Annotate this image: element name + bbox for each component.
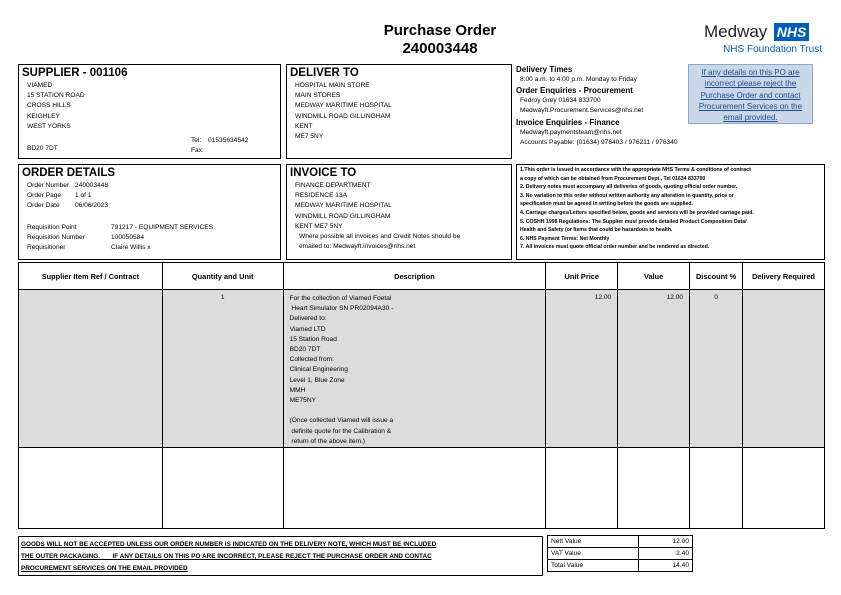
address-line: VIAMED — [27, 82, 53, 89]
deliver-to-address — [295, 81, 392, 142]
terms-line: 6. NHS Payment Terms: Net Monthly — [520, 235, 610, 242]
detail-label: Order Date — [27, 202, 60, 210]
total-value: 14.40 — [638, 560, 692, 572]
total-label: VAT Value — [548, 548, 639, 560]
total-value: 12.00 — [638, 536, 692, 548]
supplier-tel-label: Tel: — [191, 137, 202, 144]
address-line: MEDWAY MARITIME HOSPITAL — [295, 202, 392, 210]
address-line: MAIN STORES — [295, 92, 341, 100]
address-line: CROSS HILLS — [27, 102, 71, 110]
cell-value: 12.00 — [618, 290, 690, 448]
notice-text: If any details on this PO are incorrect please reject the Purchase Order and contact Procurement Services on the email provided. — [698, 68, 803, 123]
terms-line: 4. Carriage charges/Letters specified below, goods and services will be provided carriage paid. — [520, 209, 754, 216]
terms-list — [520, 166, 821, 252]
description-line: Level 1, Blue Zone — [289, 376, 345, 384]
page-title: Purchase Order — [383, 22, 497, 39]
detail-value: 1 of 1 — [75, 192, 92, 200]
address-line: HOSPITAL MAIN STORE — [295, 82, 370, 89]
terms-line: Health and Safety (or Items that could be hazardous to health. — [520, 227, 673, 234]
detail-row — [27, 201, 108, 211]
detail-label: Requisitioner — [27, 244, 66, 252]
warning-line: PROCUREMENT SERVICES ON THE EMAIL PROVIDED — [21, 565, 188, 572]
totals-row — [548, 560, 693, 572]
terms-line: 1.This order is issued in accordance with the appropriate NHS Terms & conditions of contract — [520, 167, 751, 173]
cell-discount: 0 — [690, 290, 743, 448]
empty-cell — [743, 448, 825, 529]
description-line: 15 Station Road — [289, 335, 337, 343]
warning-line: GOODS WILL NOT BE ACCEPTED UNLESS OUR ORDER NUMBER IS INDICATED ON THE DELIVERY NOTE, WHICH MUST BE INCLUDED — [21, 541, 437, 548]
supplier-address — [27, 81, 85, 132]
detail-value: 06/06/2023 — [75, 202, 109, 210]
terms-line: 7. All invoices must quote official order number and be rendered as directed. — [520, 244, 710, 251]
terms-line: 2. Delivery notes must accompany all deliveries of goods, quoting official order number. — [520, 184, 738, 191]
cell-qty: 1 — [162, 290, 283, 448]
description-line: MMH — [289, 386, 306, 394]
totals-row — [548, 548, 693, 560]
total-label: Nett Value — [548, 536, 639, 548]
description-line: (Once collected Viamed will issue a — [289, 417, 394, 425]
description-line: ME75NY — [289, 397, 316, 405]
cell-description — [283, 290, 546, 448]
description-line: Viamed LTD — [289, 325, 326, 333]
table-header-row — [19, 263, 825, 290]
supplier-postcode: BD20 7DT — [27, 145, 58, 152]
invoice-to-address — [295, 181, 460, 252]
terms-line: 5. COSHH 1998 Regulations: The Supplier must provide detailed Product Composition Data/ — [520, 218, 747, 225]
address-line: FINANCE DEPARTMENT — [295, 182, 371, 189]
terms-line: 3. No variation to this order without written authority any alteration in quantity, price or — [520, 192, 734, 199]
detail-value: 100050584 — [111, 234, 145, 242]
cell-unit-price: 12.00 — [546, 290, 618, 448]
totals-row — [548, 536, 693, 548]
notice-box — [688, 64, 813, 124]
address-line: WINDMILL ROAD GILLINGHAM — [295, 112, 391, 120]
terms-line: a copy of which can be obtained from Procurement Dept., Tel 01634 833700 — [520, 175, 706, 182]
address-line: KEIGHLEY — [27, 112, 60, 120]
description-line: Clinical Engineering — [289, 366, 348, 374]
empty-cell — [690, 448, 743, 529]
empty-cell — [19, 448, 163, 529]
description-line: Heart Simulator SN PR02094A30 - — [289, 305, 394, 313]
detail-label: Requisition Number — [27, 234, 85, 242]
col-header-description: Description — [283, 263, 546, 290]
address-line: MEDWAY MARITIME HOSPITAL — [295, 102, 392, 110]
deliver-to-heading: DELIVER TO — [290, 67, 359, 79]
invoice-enquiries-heading: Invoice Enquiries - Finance — [516, 117, 620, 127]
col-header-ref: Supplier Item Ref / Contract — [19, 263, 163, 290]
invoice-enquiries-email[interactable]: Medwayft.paymentsteam@nhs.net — [520, 128, 622, 136]
description-line: return of the above item.) — [289, 437, 366, 445]
order-enquiries-heading: Order Enquiries - Procurement — [516, 86, 633, 96]
po-number: 240003448 — [402, 40, 478, 57]
table-row-empty — [19, 448, 825, 529]
order-details-heading: ORDER DETAILS — [22, 167, 116, 179]
detail-row — [27, 181, 108, 191]
detail-row — [27, 233, 213, 243]
description-line: For the collection of Viamed Foetal — [289, 295, 392, 302]
delivery-times-text: 8:00 a.m. to 4:00 p.m. Monday to Friday — [520, 76, 637, 83]
address-line: KENT ME7 5NY — [295, 222, 343, 230]
empty-cell — [162, 448, 283, 529]
order-details-rows — [27, 181, 108, 212]
total-label: Total Value — [548, 560, 639, 572]
empty-cell — [283, 448, 546, 529]
empty-cell — [618, 448, 690, 529]
items-table — [18, 262, 825, 529]
brand-subtitle: NHS Foundation Trust — [723, 44, 822, 55]
description-line: Collected from: — [289, 356, 334, 364]
address-line: KENT — [295, 122, 313, 130]
col-header-value: Value — [618, 263, 690, 290]
col-header-unit-price: Unit Price — [546, 263, 618, 290]
description-line — [290, 406, 546, 416]
supplier-box — [18, 64, 281, 159]
address-line: 15 STATION ROAD — [27, 92, 85, 100]
col-header-qty: Quantity and Unit — [162, 263, 283, 290]
requisition-rows — [27, 223, 213, 254]
order-enquiries-line: Fedroy Grey 01634 833700 — [520, 97, 601, 105]
address-line: WEST YORKS — [27, 122, 71, 130]
invoice-note: Where possible all invoices and Credit Notes should be — [299, 233, 461, 241]
detail-label: Order Number — [27, 182, 70, 189]
totals-table — [547, 535, 693, 572]
cell-delivery — [743, 290, 825, 448]
total-value: 2.40 — [638, 548, 692, 560]
brand-name: Medway — [704, 22, 768, 41]
contacts-block — [516, 64, 686, 148]
accounts-payable-line: Accounts Payable: (01634) 976403 / 976211 / 976340 — [520, 138, 678, 146]
order-details-box — [18, 164, 281, 260]
cell-ref — [19, 290, 163, 448]
footer-warning-box — [18, 536, 543, 576]
invoice-to-heading: INVOICE TO — [290, 167, 357, 179]
invoice-note: emailed to: Medwayft.invoices@nhs.net — [299, 243, 416, 251]
delivery-times-heading: Delivery Times — [516, 65, 573, 74]
warning-line: THE OUTER PACKAGING. IF ANY DETAILS ON THIS PO ARE INCORRECT, PLEASE REJECT THE PURCHASE ORDER AND CONTAC — [21, 553, 432, 560]
order-enquiries-email[interactable]: Medwayft.Procurement.Services@nhs.net — [520, 107, 644, 115]
address-line: ME7 5NY — [295, 133, 324, 141]
detail-value: 240003448 — [75, 182, 109, 189]
footer-warning — [21, 539, 540, 575]
supplier-tel: 01535634542 — [208, 137, 249, 144]
detail-label: Requisition Point — [27, 224, 77, 231]
table-row — [19, 290, 825, 448]
detail-row — [27, 243, 213, 253]
description-line: Delivered to: — [289, 315, 327, 323]
terms-box — [516, 164, 825, 260]
detail-row — [27, 191, 108, 201]
detail-label: Order Page — [27, 192, 62, 200]
col-header-discount: Discount % — [690, 263, 743, 290]
supplier-heading: SUPPLIER - 001106 — [22, 67, 128, 79]
invoice-to-box — [286, 164, 512, 260]
address-line: RESIDENCE 13A — [295, 192, 348, 200]
description-line: BD20 7DT — [289, 346, 321, 354]
description-line: definite quote for the Calibration & — [289, 427, 392, 435]
detail-value: 791217 - EQUIPMENT SERVICES — [111, 224, 214, 231]
address-line: WINDMILL ROAD GILLINGHAM — [295, 212, 391, 220]
col-header-delivery: Delivery Required — [743, 263, 825, 290]
detail-row — [27, 223, 213, 233]
terms-line: specification must be agreed in writing before the goods are supplied. — [520, 201, 693, 208]
detail-value: Claire Willis x — [111, 244, 151, 252]
deliver-to-box — [286, 64, 512, 159]
supplier-fax-label: Fax: — [191, 147, 204, 154]
empty-cell — [546, 448, 618, 529]
nhs-badge: NHS — [774, 23, 810, 41]
nhs-logo — [704, 22, 809, 44]
